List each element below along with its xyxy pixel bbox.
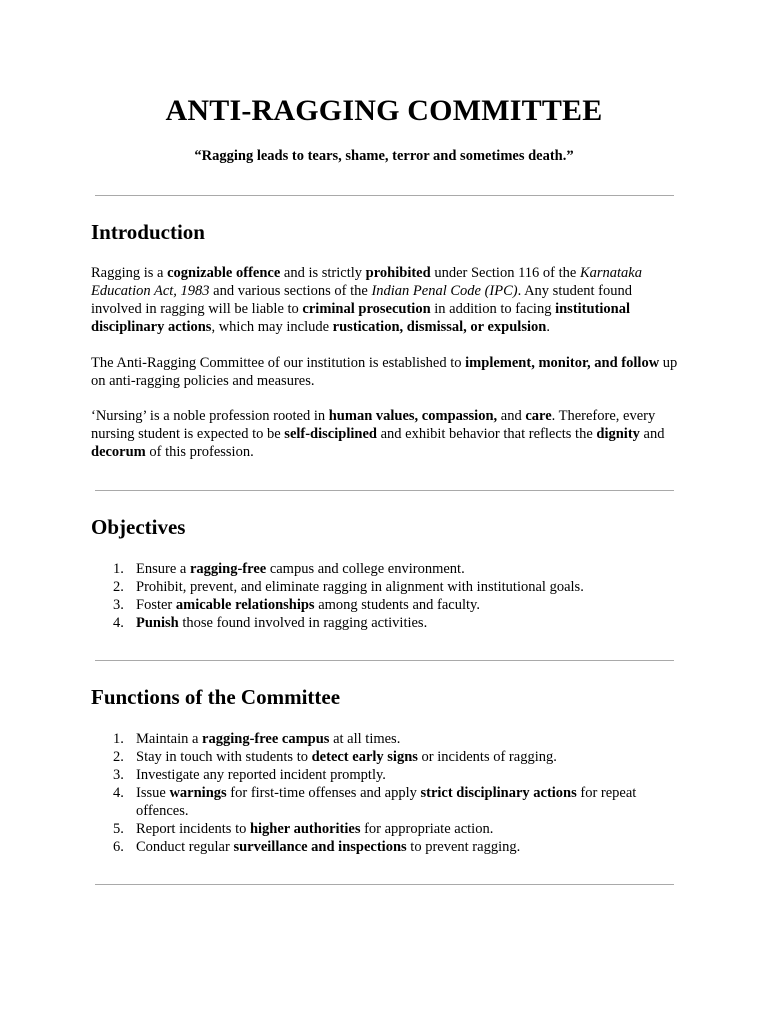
text-run: for repeat offences. xyxy=(136,785,637,819)
text-run: campus and college environment. xyxy=(266,561,465,577)
intro-paragraph-3 xyxy=(91,407,681,461)
bold-text: dignity xyxy=(596,426,640,442)
list-item xyxy=(91,596,681,614)
list-number: 4. xyxy=(113,615,124,631)
text-run: . Any student found involved in ragging will be liable to xyxy=(91,283,633,317)
list-item xyxy=(91,784,681,820)
text-run: Issue xyxy=(136,785,170,801)
text-run: and xyxy=(639,426,665,442)
bold-text: human values, compassion, xyxy=(328,408,498,424)
list-number: 1. xyxy=(113,731,124,747)
quote: “Ragging leads to tears, shame, terror and sometimes death.” xyxy=(194,148,574,164)
heading-introduction: Introduction xyxy=(91,220,205,244)
bold-text: ragging-free xyxy=(189,561,267,577)
list-item xyxy=(91,560,681,578)
list-number: 2. xyxy=(113,579,124,595)
text-run: among students and faculty. xyxy=(314,597,480,613)
bold-text: amicable relationships xyxy=(175,597,315,613)
list-number: 5. xyxy=(113,821,124,837)
text-run: under Section 116 of the xyxy=(430,265,580,281)
bold-text: criminal prosecution xyxy=(302,301,431,317)
text-run: , which may include xyxy=(211,319,333,335)
intro-paragraph-2 xyxy=(91,354,681,390)
heading-objectives: Objectives xyxy=(91,515,186,539)
text-run: in addition to facing xyxy=(430,301,556,317)
text-run: those found involved in ragging activities. xyxy=(178,615,428,631)
text-run: and xyxy=(497,408,526,424)
list-item xyxy=(91,838,681,856)
bold-text: surveillance and inspections xyxy=(233,839,407,855)
text-run: . xyxy=(546,319,550,335)
bold-text: higher authorities xyxy=(249,821,361,837)
text-run: Maintain a xyxy=(136,731,203,747)
divider xyxy=(95,195,674,196)
text-run: for appropriate action. xyxy=(360,821,494,837)
bold-text: decorum xyxy=(91,444,146,460)
bold-text: rustication, dismissal, or expulsion xyxy=(332,319,547,335)
divider xyxy=(95,660,674,661)
objectives-list xyxy=(91,560,681,632)
text-run: Ragging is a xyxy=(91,265,168,281)
bold-text: Punish xyxy=(136,615,179,631)
text-run: to prevent ragging. xyxy=(406,839,521,855)
list-item xyxy=(91,820,681,838)
bold-text: care xyxy=(525,408,552,424)
list-number: 3. xyxy=(113,597,124,613)
list-number: 1. xyxy=(113,561,124,577)
bold-text: detect early signs xyxy=(311,749,418,765)
text-run: Investigate any reported incident promptly. xyxy=(136,767,386,783)
text-run: for first-time offenses and apply xyxy=(226,785,421,801)
text-run: Conduct regular xyxy=(136,839,234,855)
list-item xyxy=(91,578,681,596)
page-title: ANTI-RAGGING COMMITTEE xyxy=(165,94,603,127)
bold-text: institutional disciplinary actions xyxy=(91,301,631,335)
bold-text: self-disciplined xyxy=(284,426,377,442)
text-run: Report incidents to xyxy=(136,821,250,837)
divider xyxy=(95,490,674,491)
text-run: up on anti-ragging policies and measures. xyxy=(91,355,678,389)
text-run: . Therefore, every nursing student is expected to be xyxy=(91,408,656,442)
text-run: and various sections of the xyxy=(209,283,372,299)
text-run: of this profession. xyxy=(145,444,254,460)
text-run: ‘Nursing’ is a noble profession rooted in xyxy=(91,408,329,424)
text-run: Ensure a xyxy=(136,561,190,577)
bold-text: ragging-free campus xyxy=(202,731,330,747)
bold-text: prohibited xyxy=(365,265,431,281)
list-number: 4. xyxy=(113,785,124,801)
text-run: at all times. xyxy=(329,731,401,747)
list-item xyxy=(91,730,681,748)
intro-paragraph-1 xyxy=(91,264,681,336)
text-run: Prohibit, prevent, and eliminate ragging in alignment with institutional goals. xyxy=(136,579,584,595)
list-item xyxy=(91,614,681,632)
divider xyxy=(95,884,674,885)
text-run: Stay in touch with students to xyxy=(136,749,312,765)
list-number: 2. xyxy=(113,749,124,765)
list-number: 6. xyxy=(113,839,124,855)
italic-text: Karnataka Education Act, 1983 xyxy=(91,265,642,299)
italic-text: Indian Penal Code (IPC) xyxy=(371,283,518,299)
text-run: and is strictly xyxy=(280,265,366,281)
bold-text: warnings xyxy=(169,785,227,801)
list-item xyxy=(91,766,681,784)
list-number: 3. xyxy=(113,767,124,783)
list-item xyxy=(91,748,681,766)
bold-text: implement, monitor, and follow xyxy=(465,355,660,371)
text-run: The Anti-Ragging Committee of our institution is established to xyxy=(91,355,466,371)
functions-list xyxy=(91,730,681,856)
heading-functions: Functions of the Committee xyxy=(91,685,341,709)
bold-text: cognizable offence xyxy=(167,265,281,281)
text-run: Foster xyxy=(136,597,176,613)
text-run: or incidents of ragging. xyxy=(417,749,557,765)
text-run: and exhibit behavior that reflects the xyxy=(376,426,597,442)
bold-text: strict disciplinary actions xyxy=(420,785,577,801)
